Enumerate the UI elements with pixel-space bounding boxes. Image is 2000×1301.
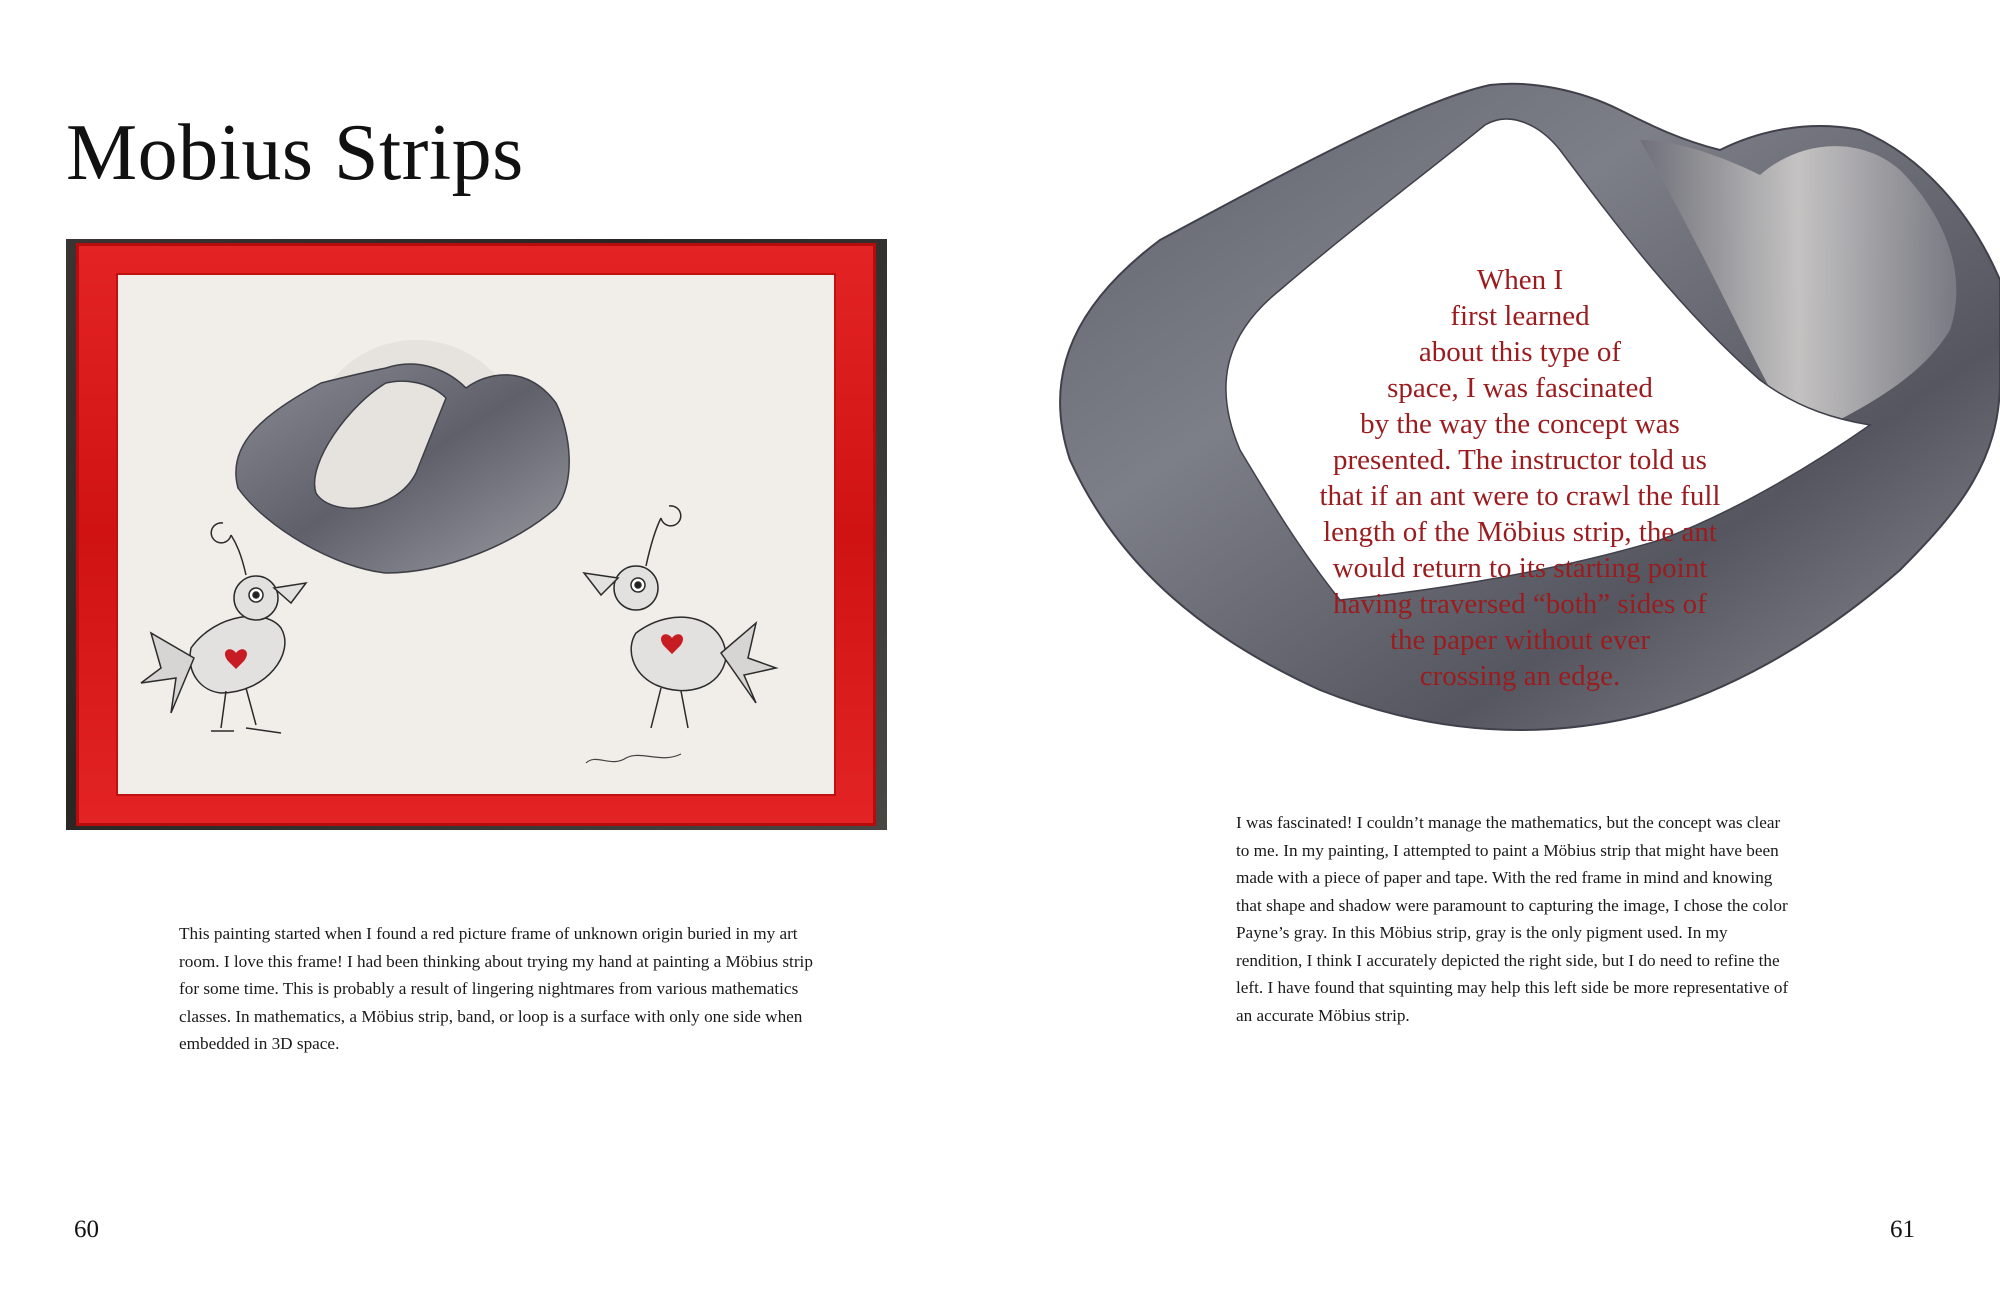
quote-line: presented. The instructor told us bbox=[1333, 444, 1707, 476]
framed-painting-photo bbox=[66, 239, 887, 830]
quote-line: about this type of bbox=[1418, 336, 1622, 368]
painting-canvas bbox=[116, 273, 836, 796]
page-title: Mobius Strips bbox=[66, 109, 524, 197]
red-picture-frame bbox=[76, 243, 876, 826]
right-page bbox=[1000, 0, 2000, 1301]
mobius-painting-illustration bbox=[116, 273, 836, 796]
quote-line: first learned bbox=[1450, 300, 1590, 332]
quote-line: crossing an edge. bbox=[1419, 660, 1621, 692]
pull-quote bbox=[1270, 262, 1770, 694]
quote-line: having traversed “both” sides of bbox=[1333, 588, 1707, 620]
quote-line: space, I was fascinated bbox=[1387, 372, 1653, 404]
left-body-paragraph: This painting started when I found a red picture frame of unknown origin buried in my art room. I love this frame! I had been thinking about trying my hand at painting a Möbius strip for some time. This is probably a result of lingering nightmares from various mathematics classes. In mathematics, a Möbius strip, band, or loop is a surface with only one side when embedded in 3D space. bbox=[179, 924, 813, 1053]
quote-line: would return to its starting point bbox=[1332, 552, 1708, 584]
quote-line: length of the Möbius strip, the ant bbox=[1323, 516, 1717, 548]
left-bird bbox=[141, 523, 306, 733]
page-number-right: 61 bbox=[1890, 1216, 1915, 1243]
quote-line: When I bbox=[1476, 264, 1564, 296]
page-number-left: 60 bbox=[74, 1216, 99, 1243]
right-body-paragraph: I was fascinated! I couldn’t manage the mathematics, but the concept was clear to me. In my painting, I attempted to paint a Möbius strip that might have been made with a piece of paper and tape. With the red frame in mind and knowing that shape and shadow were paramount to capturing the image, I chose the color Payne’s gray. In this Möbius strip, gray is the only pigment used. In my rendition, I think I accurately depicted the right side, but I do need to refine the left. I have found that squinting may help this left side be more representative of an accurate Möbius strip. bbox=[1236, 813, 1789, 1025]
right-bird bbox=[584, 506, 776, 728]
quote-line: the paper without ever bbox=[1389, 624, 1651, 656]
quote-line: that if an ant were to crawl the full bbox=[1319, 480, 1721, 512]
large-mobius-painting bbox=[1040, 80, 2000, 750]
artist-signature bbox=[586, 754, 681, 763]
quote-line: by the way the concept was bbox=[1360, 408, 1680, 440]
